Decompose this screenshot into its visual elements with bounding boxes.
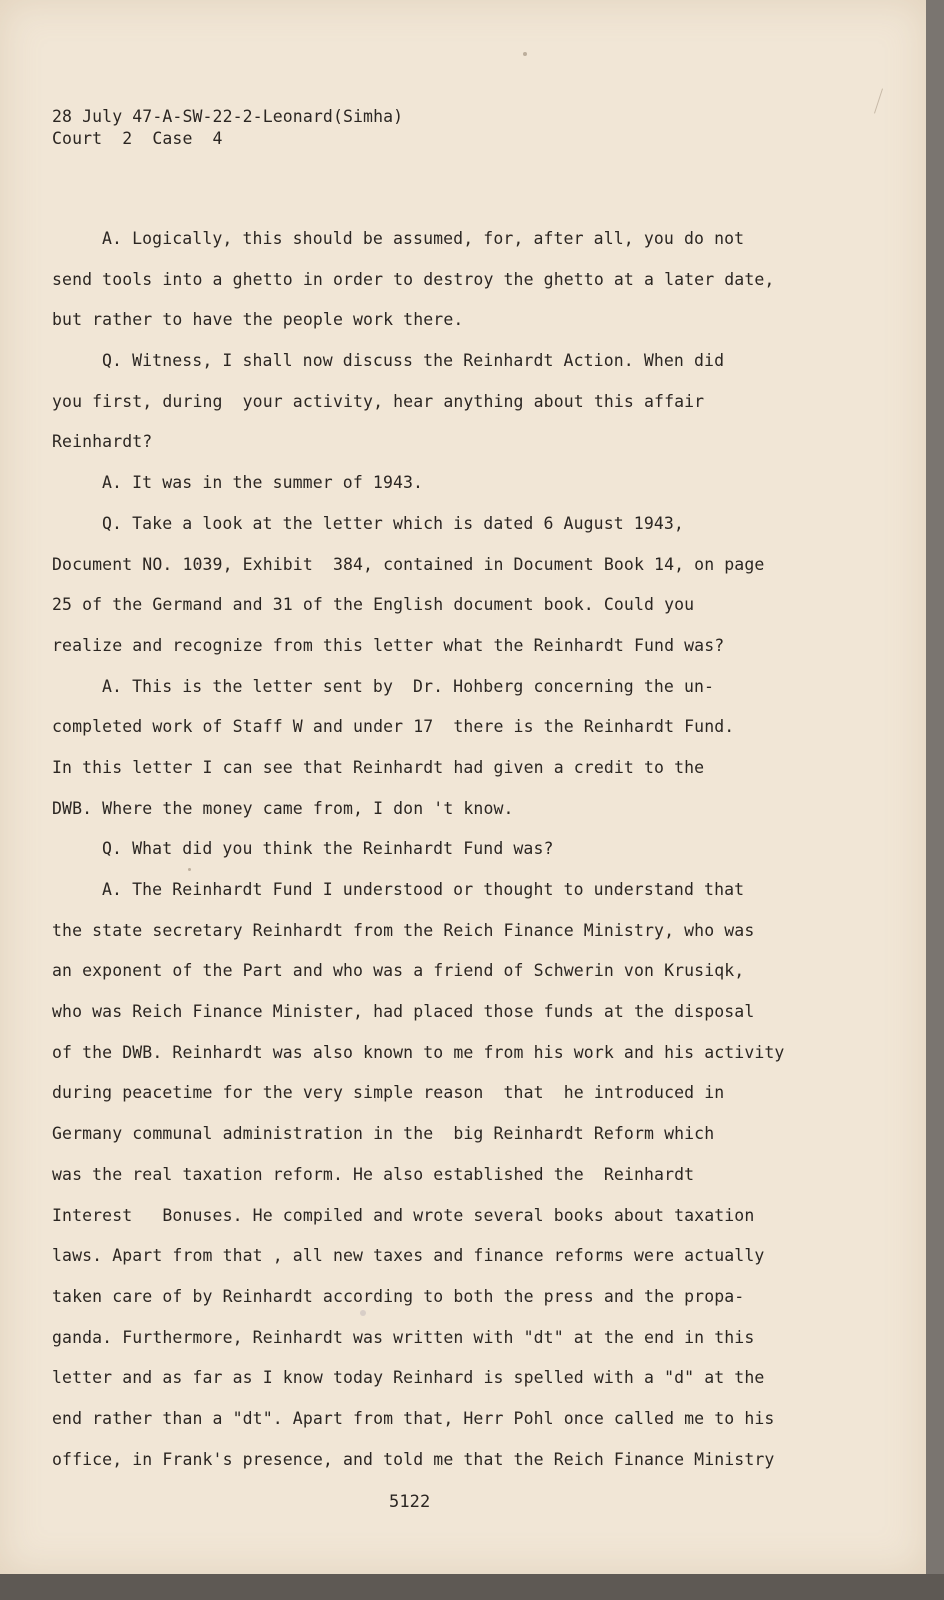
text-line: A. It was in the summer of 1943. — [102, 473, 424, 493]
transcript-body — [52, 228, 872, 1489]
text-line: the state secretary Reinhardt from the Reich Finance Ministry, who was — [52, 920, 755, 940]
paper-scratch — [874, 88, 883, 113]
text-line: Q. Witness, I shall now discuss the Reinhardt Action. When did — [102, 351, 725, 371]
text-line: completed work of Staff W and under 17 there is the Reinhardt Fund. — [52, 717, 735, 737]
text-line: laws. Apart from that , all new taxes and finance reforms were actually — [52, 1246, 765, 1266]
text-line: Interest Bonuses. He compiled and wrote several books about taxation — [52, 1205, 755, 1225]
text-line: letter and as far as I know today Reinhard is spelled with a "d" at the — [52, 1368, 765, 1388]
text-line: who was Reich Finance Minister, had placed those funds at the disposal — [52, 1002, 755, 1022]
text-line: office, in Frank's presence, and told me that the Reich Finance Ministry — [52, 1449, 775, 1469]
text-line: Q. Take a look at the letter which is dated 6 August 1943, — [102, 513, 684, 533]
document-header — [52, 106, 403, 150]
text-line: of the DWB. Reinhardt was also known to me from his work and his activity — [52, 1042, 785, 1062]
scan-edge-bottom — [0, 1574, 944, 1600]
text-line: Q. What did you think the Reinhardt Fund was? — [102, 839, 554, 859]
text-line: Germany communal administration in the big Reinhardt Reform which — [52, 1124, 715, 1144]
text-line: you first, during your activity, hear anything about this affair — [52, 391, 705, 411]
text-line: A. This is the letter sent by Dr. Hohberg concerning the un- — [102, 676, 715, 696]
text-line: A. Logically, this should be assumed, for, after all, you do not — [102, 229, 745, 248]
text-line: Reinhardt? — [52, 432, 153, 452]
text-line: but rather to have the people work there. — [52, 310, 464, 330]
header-reference-line: 28 July 47-A-SW-22-2-Leonard(Simha) — [52, 107, 404, 126]
text-line: Document NO. 1039, Exhibit 384, contained in Document Book 14, on page — [52, 554, 765, 574]
text-line: realize and recognize from this letter what the Reinhardt Fund was? — [52, 635, 725, 655]
text-line: In this letter I can see that Reinhardt had given a credit to the — [52, 757, 705, 777]
header-court-case-line: Court 2 Case 4 — [52, 129, 223, 148]
page-number: 5122 — [389, 1492, 431, 1512]
paper-speck — [523, 52, 527, 56]
text-line: during peacetime for the very simple reason that he introduced in — [52, 1083, 725, 1103]
text-line: taken care of by Reinhardt according to both the press and the propa- — [52, 1286, 745, 1306]
paper-speck — [188, 868, 191, 871]
text-line: an exponent of the Part and who was a friend of Schwerin von Krusiqk, — [52, 961, 745, 981]
text-line: ganda. Furthermore, Reinhardt was written with "dt" at the end in this — [52, 1327, 755, 1347]
text-line: 25 of the Germand and 31 of the English document book. Could you — [52, 595, 695, 615]
paper-speck — [360, 1310, 366, 1316]
text-line: end rather than a "dt". Apart from that, Herr Pohl once called me to his — [52, 1408, 775, 1428]
text-line: was the real taxation reform. He also established the Reinhardt — [52, 1164, 695, 1184]
text-line: DWB. Where the money came from, I don 't know. — [52, 798, 514, 818]
scan-edge-right — [926, 0, 944, 1574]
text-line: send tools into a ghetto in order to destroy the ghetto at a later date, — [52, 269, 775, 289]
text-line: A. The Reinhardt Fund I understood or thought to understand that — [102, 880, 745, 899]
